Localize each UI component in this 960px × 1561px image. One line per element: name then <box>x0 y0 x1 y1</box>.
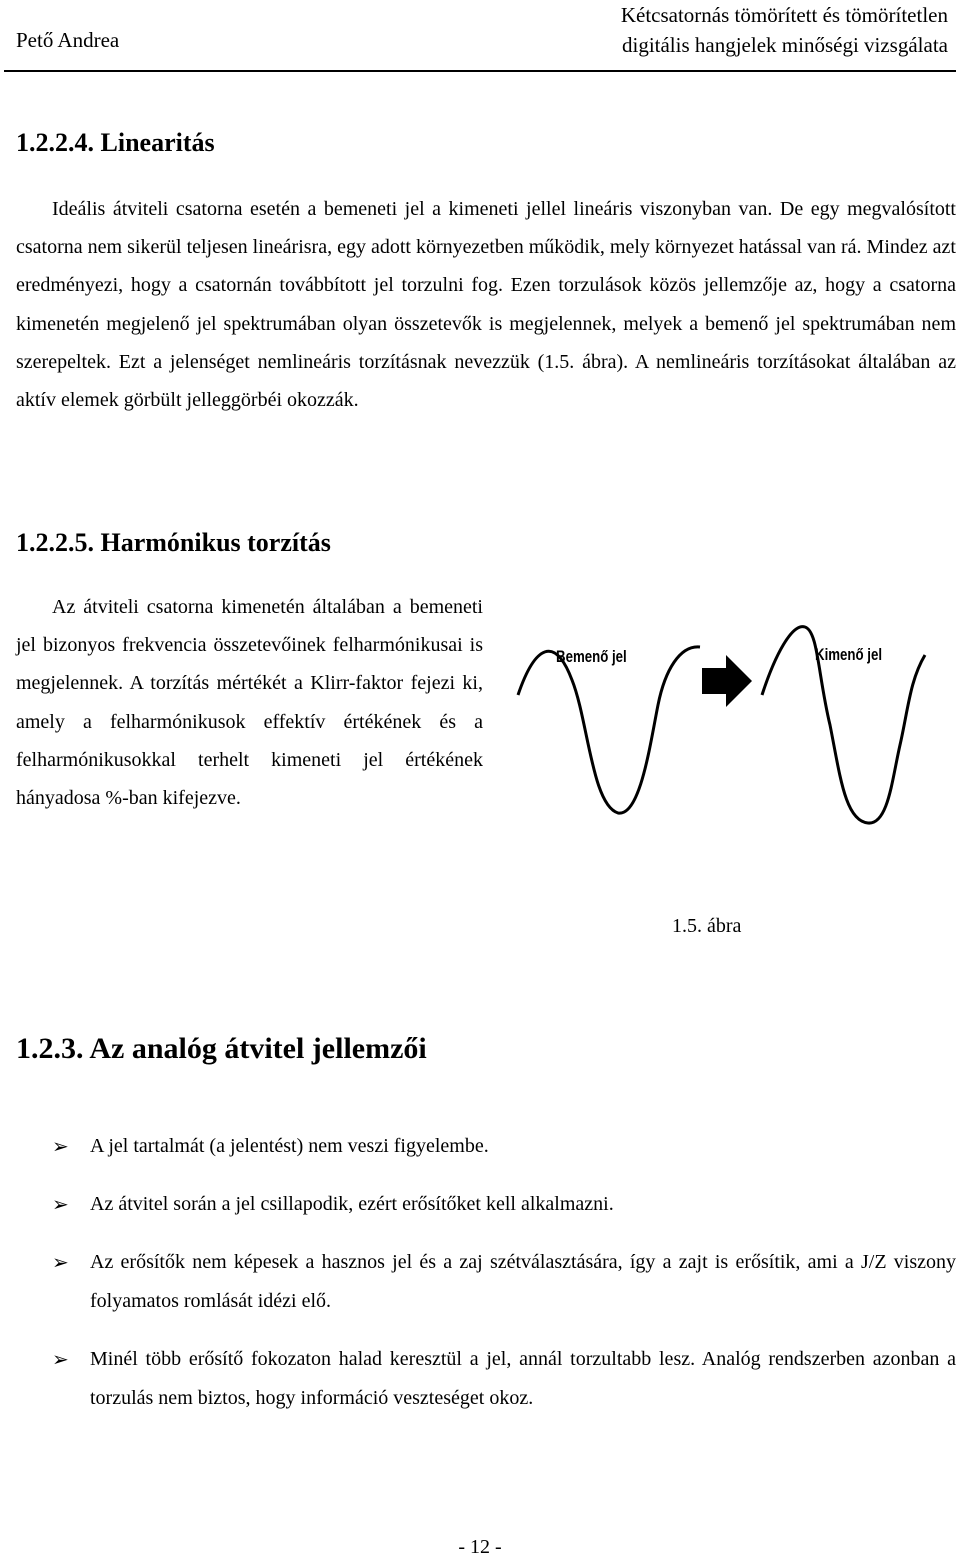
header-divider <box>4 70 956 72</box>
arrowhead-bullet-icon: ➢ <box>52 1250 69 1274</box>
linearity-paragraph <box>16 190 956 419</box>
list-item-text: A jel tartalmát (a jelentést) nem veszi figyelembe. <box>90 1135 489 1157</box>
header-title-line-2: digitális hangjelek minőségi vizsgálata <box>621 33 948 57</box>
arrowhead-bullet-icon: ➢ <box>52 1134 69 1158</box>
section-heading-linearity: 1.2.2.4. Linearitás <box>16 128 215 157</box>
list-item-text: Az erősítők nem képesek a hasznos jel és a zaj szétválasztására, így a zajt is erősítik, ami a J/Z viszony folyamatos romlását idézi elő. <box>90 1251 956 1312</box>
distortion-figure <box>500 585 930 835</box>
list-item <box>52 1127 956 1166</box>
analog-features-list <box>52 1127 956 1418</box>
figure-caption: 1.5. ábra <box>672 915 742 937</box>
list-item <box>52 1243 956 1321</box>
distortion-figure-svg <box>500 585 930 835</box>
input-signal-label: Bemenő jel <box>556 647 627 666</box>
arrowhead-bullet-icon: ➢ <box>52 1347 69 1371</box>
harmonic-paragraph-text: Az átviteli csatorna kimenetén általában a bemeneti jel bizonyos frekvencia összetevőinek felharmónikusai is megjelennek. A torzítás mértékét a Klirr-faktor fejezi ki, amely a felharmónikusok effektív értékének és a felharmónikusokkal terhelt kimeneti jel értékének hányadosa %-ban kifejezve. <box>16 596 483 810</box>
header-document-title <box>621 0 948 60</box>
input-sine-wave <box>518 647 700 813</box>
list-item <box>52 1340 956 1418</box>
page-number: - 12 - <box>458 1536 502 1558</box>
arrow-icon <box>702 655 752 707</box>
list-item <box>52 1185 956 1224</box>
section-heading-analog: 1.2.3. Az analóg átvitel jellemzői <box>16 1032 427 1065</box>
header-title-line-1: Kétcsatornás tömörített és tömörítetlen <box>620 3 948 27</box>
linearity-paragraph-text: Ideális átviteli csatorna esetén a bemeneti jel a kimeneti jellel lineáris viszonyban van. De egy megvalósított csatorna nem sikerül teljesen lineárisra, egy adott környezetben működik, mely környezet hatással van rá. Mindez azt eredményezi, hogy a csatornán továbbított jel torzulni fog. Ezen torzulások közös jellemzője az, hogy a csatorna kimenetén megjelenő jel spektrumában olyan összetevők is megjelennek, melyek a bemenő jel spektrumában nem szerepeltek. Ezt a jelenséget nemlineáris torzításnak nevezzük (1.5. ábra). A nemlineáris torzításokat általában az aktív elemek görbült jelleggörbéi okozzák. <box>16 198 956 412</box>
header-author: Pető Andrea <box>16 28 120 52</box>
section-heading-harmonic: 1.2.2.5. Harmónikus torzítás <box>16 528 331 557</box>
arrowhead-bullet-icon: ➢ <box>52 1192 69 1216</box>
list-item-text: Minél több erősítő fokozaton halad keresztül a jel, annál torzultabb lesz. Analóg rendszerben azonban a torzulás nem biztos, hogy információ veszteséget okoz. <box>90 1348 956 1409</box>
list-item-text: Az átvitel során a jel csillapodik, ezért erősítőket kell alkalmazni. <box>90 1193 614 1215</box>
harmonic-paragraph <box>16 588 483 817</box>
output-signal-label: Kimenő jel <box>815 645 883 664</box>
